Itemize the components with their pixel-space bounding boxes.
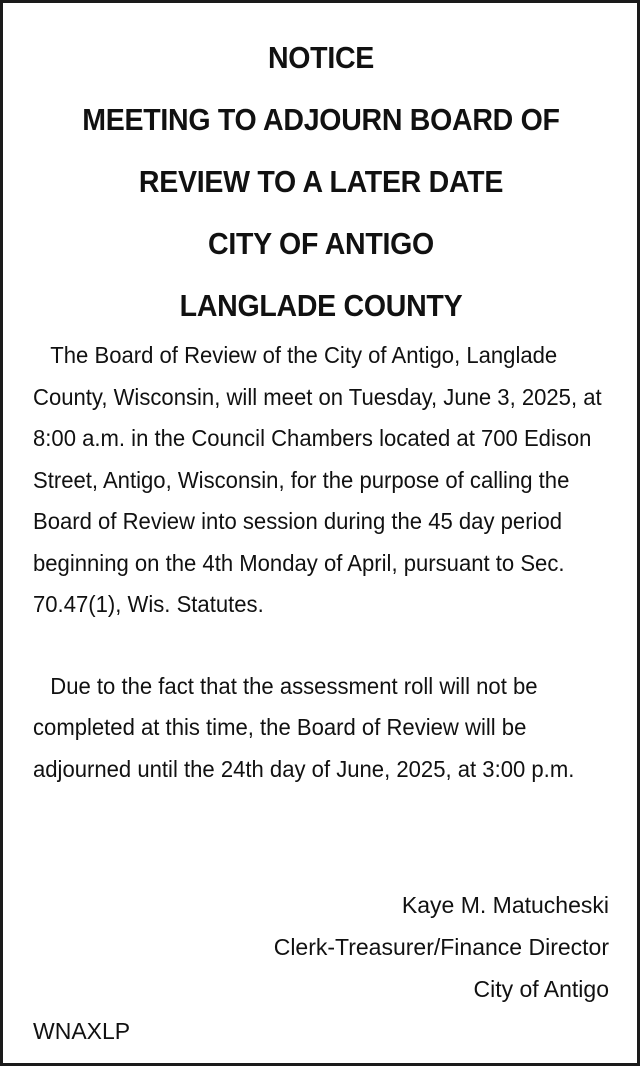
paragraph-text: Due to the fact that the assessment roll will not be completed at this time, the Board of Review will be adjourned until the 24th day of June, 2025, at 3:00 p.m. bbox=[33, 672, 575, 782]
heading-line-notice: NOTICE bbox=[267, 40, 375, 75]
signature-name: Kaye M. Matucheski bbox=[401, 892, 609, 918]
signature-title: Clerk-Treasurer/Finance Director bbox=[273, 934, 609, 960]
heading-line-city: CITY OF ANTIGO bbox=[208, 226, 434, 261]
heading-line-county: LANGLADE COUNTY bbox=[179, 288, 463, 323]
notice-paragraph-adjournment bbox=[33, 666, 615, 791]
paragraph-text: The Board of Review of the City of Antigo, Langlade County, Wisconsin, will meet on Tuesday, June 3, 2025, at 8:00 a.m. in the Council Chambers located at 700 Edison Street, Antigo, Wisconsin, for the purpose of calling the Board of Review into session during the 45 day period beginning on the 4th Monday of April, pursuant to Sec. 70.47(1), Wis. Statutes. bbox=[33, 342, 602, 617]
heading-line-meeting: MEETING TO ADJOURN BOARD OF bbox=[82, 102, 560, 137]
signature-organization: City of Antigo bbox=[473, 976, 609, 1002]
heading-line-review: REVIEW TO A LATER DATE bbox=[138, 164, 504, 199]
signature-block bbox=[274, 884, 609, 1010]
notice-heading bbox=[56, 27, 586, 337]
notice-paragraph-meeting bbox=[33, 335, 615, 626]
publication-code: WNAXLP bbox=[33, 1018, 131, 1044]
